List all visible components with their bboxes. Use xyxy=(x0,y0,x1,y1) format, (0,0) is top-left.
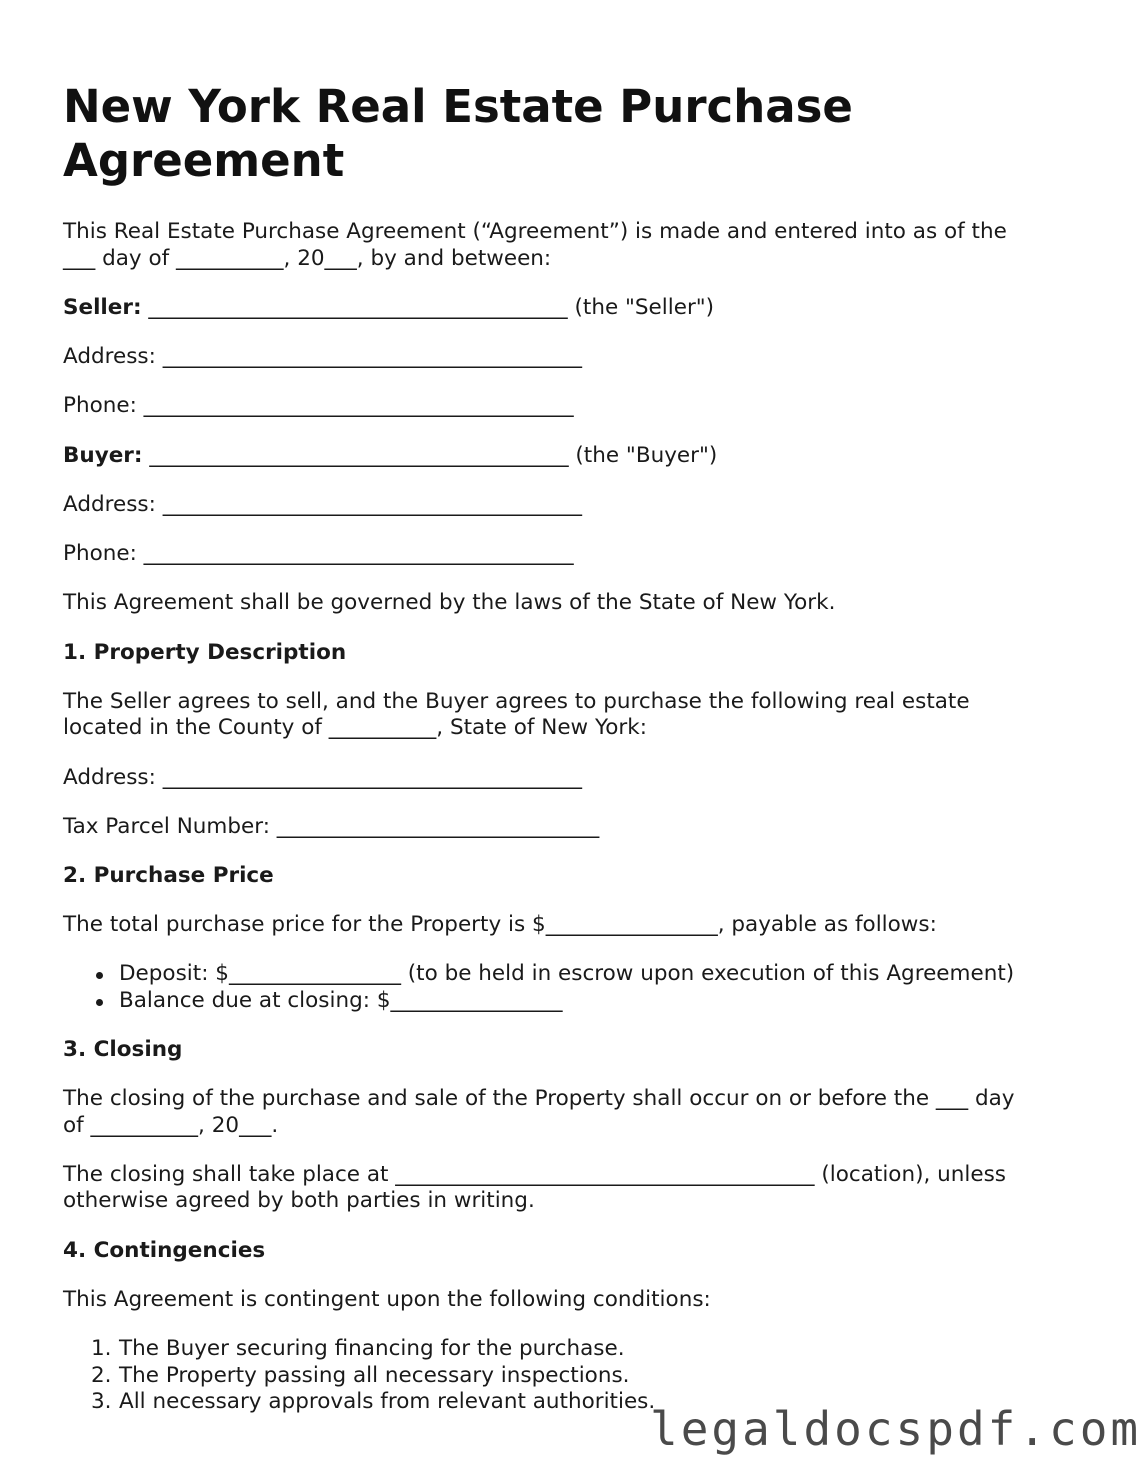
governing-law: This Agreement shall be governed by the laws of the State of New York. xyxy=(63,590,836,615)
seller-blank: _______________________________________ (the "Seller") xyxy=(141,295,715,320)
seller-phone: Phone: ________________________________________ xyxy=(63,393,574,418)
seller-address: Address: _______________________________________ xyxy=(63,344,582,369)
document-title: New York Real Estate Purchase Agreement xyxy=(63,80,853,187)
section-1-text-line-1: The Seller agrees to sell, and the Buyer agrees to purchase the following real estate xyxy=(63,689,970,714)
contingencies-list xyxy=(91,1336,655,1416)
buyer-line xyxy=(63,443,717,470)
tax-parcel-number: Tax Parcel Number: ______________________________ xyxy=(63,814,600,839)
intro-line-1: This Real Estate Purchase Agreement (“Agreement”) is made and entered into as of the xyxy=(63,219,1007,244)
seller-label: Seller: xyxy=(63,295,142,320)
section-3-heading: 3. Closing xyxy=(63,1037,183,1062)
section-4-heading: 4. Contingencies xyxy=(63,1238,266,1263)
buyer-phone: Phone: ________________________________________ xyxy=(63,541,574,566)
contingencies-text: This Agreement is contingent upon the following conditions: xyxy=(63,1287,711,1312)
purchase-price-text: The total purchase price for the Property is $________________, payable as follows: xyxy=(63,912,937,937)
closing-text-1-line-2: of __________, 20___. xyxy=(63,1113,279,1138)
list-item-balance: Balance due at closing: $________________ xyxy=(119,988,1014,1015)
buyer-address: Address: _______________________________________ xyxy=(63,492,582,517)
list-item: 1. The Buyer securing financing for the purchase. xyxy=(91,1336,625,1361)
section-2-heading: 2. Purchase Price xyxy=(63,863,274,888)
watermark: legaldocspdf.com xyxy=(650,1402,1142,1456)
closing-text-2-line-1: The closing shall take place at _______________________________________ (location), unless xyxy=(63,1162,1006,1187)
buyer-label: Buyer: xyxy=(63,443,143,468)
property-address: Address: _______________________________________ xyxy=(63,765,582,790)
list-item: 2. The Property passing all necessary inspections. xyxy=(91,1362,630,1388)
payment-list xyxy=(119,961,1014,1014)
seller-line xyxy=(63,295,714,322)
closing-text-1-line-1: The closing of the purchase and sale of the Property shall occur on or before the ___ day xyxy=(63,1086,1015,1111)
closing-text-2-line-2: otherwise agreed by both parties in writing. xyxy=(63,1188,535,1213)
buyer-blank: _______________________________________ (the "Buyer") xyxy=(142,443,718,468)
list-item-deposit: Deposit: $________________ (to be held in escrow upon execution of this Agreement) xyxy=(119,961,1015,986)
intro-line-2: ___ day of __________, 20___, by and between: xyxy=(63,246,552,271)
list-item: 3. All necessary approvals from relevant authorities. xyxy=(91,1389,656,1414)
section-1-text-line-2: located in the County of __________, State of New York: xyxy=(63,715,647,740)
section-1-heading: 1. Property Description xyxy=(63,640,347,665)
